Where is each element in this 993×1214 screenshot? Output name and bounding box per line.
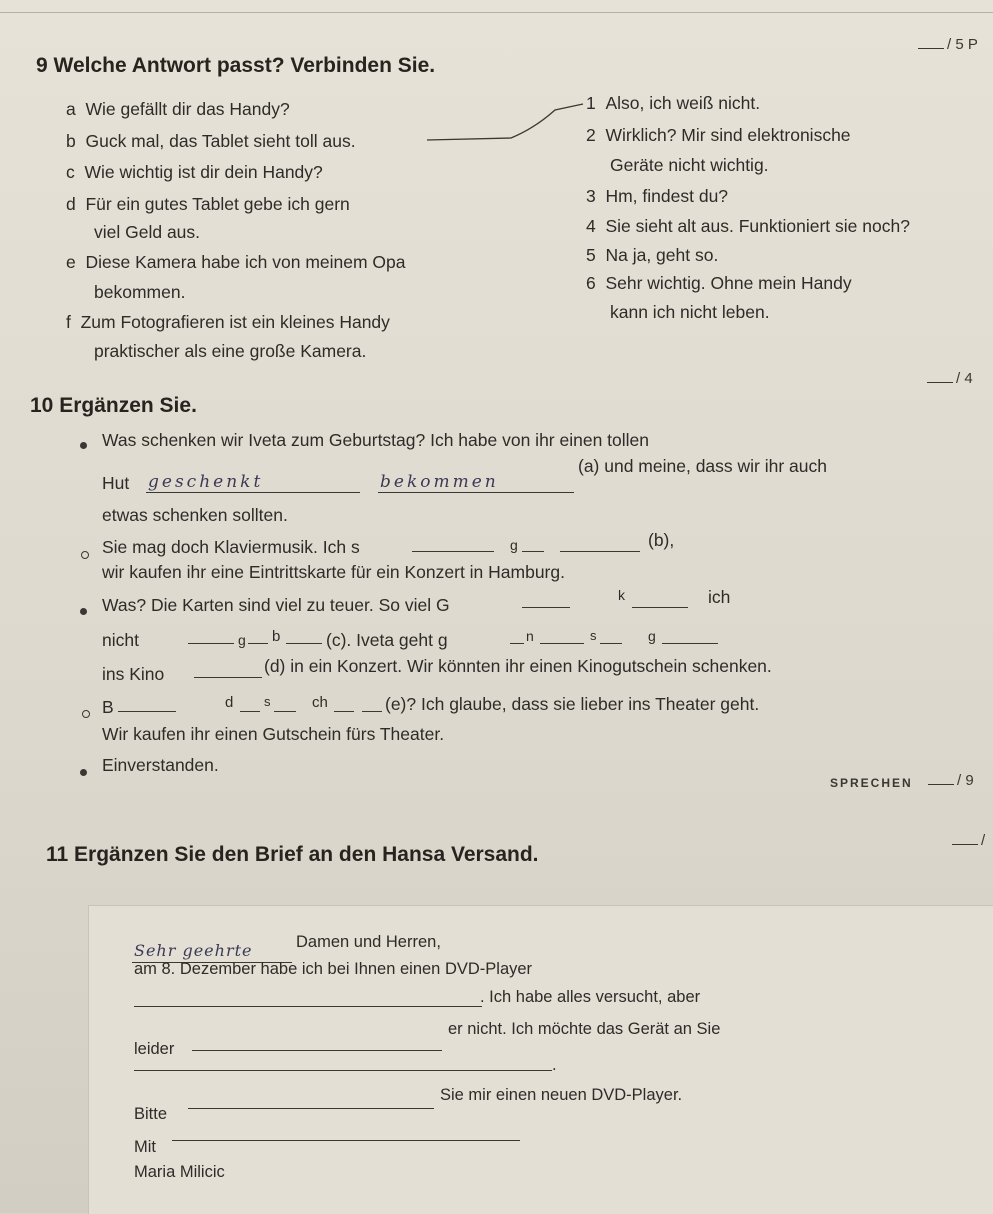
answer-text: Sehr wichtig. Ohne mein Handy <box>605 273 852 293</box>
ex9-answer-2 <box>586 125 851 146</box>
ex9-answer-2-line2: Geräte nicht wichtig. <box>610 155 769 175</box>
letter-line-2: am 8. Dezember habe ich bei Ihnen einen DVD-Player <box>134 960 533 978</box>
item-letter: d <box>66 194 76 214</box>
ex10-line-1: Was schenken wir Iveta zum Geburtstag? Ich habe von ihr einen tollen <box>102 430 650 450</box>
sprechen-score <box>928 772 974 789</box>
blank-line <box>146 492 360 493</box>
ex10-line-7a: nicht <box>102 630 139 650</box>
ex10-letter-b: b <box>272 628 281 645</box>
ex10-line-7c: (c). Iveta geht g <box>326 630 448 650</box>
blank-line <box>362 711 382 712</box>
ex9-score-text: / 5 P <box>947 36 978 53</box>
ex10-letter-s: s <box>590 628 597 643</box>
item-text: Diese Kamera habe ich von meinem Opa <box>85 252 406 272</box>
ex11-score-text: / <box>981 832 986 849</box>
top-rule <box>0 12 993 13</box>
ex9-item-f <box>66 312 390 333</box>
answer-num: 6 <box>586 273 596 293</box>
sprechen-label: SPRECHEN <box>830 776 913 790</box>
ex10-score <box>927 370 973 387</box>
ex10-letter-n: n <box>526 628 534 644</box>
answer-num: 2 <box>586 125 596 145</box>
item-text: Zum Fotografieren ist ein kleines Handy <box>80 312 390 332</box>
answer-text: Na ja, geht so. <box>605 245 719 265</box>
ex10-line-6b: ich <box>708 587 731 607</box>
speaker-bullet-filled <box>80 764 87 782</box>
blank-line <box>134 1070 552 1071</box>
blank-line <box>632 607 688 608</box>
item-letter: c <box>66 162 75 182</box>
ex9-answer-6 <box>586 273 852 294</box>
blank-line <box>600 643 622 644</box>
blank-line <box>662 643 718 644</box>
ex10-letter-g: g <box>238 632 246 648</box>
handwritten-answer-geschenkt: geschenkt <box>148 472 264 492</box>
ex10-line-9b: (e)? Ich glaube, dass sie lieber ins Theater geht. <box>385 694 760 714</box>
connection-line-b-1 <box>425 98 585 148</box>
blank-line <box>522 607 570 608</box>
ex9-item-c <box>66 162 323 183</box>
ex9-answer-4 <box>586 216 910 237</box>
ex10-letter-ch: ch <box>312 694 328 711</box>
score-line <box>952 844 978 845</box>
blank-line <box>334 711 354 712</box>
blank-line <box>274 711 296 712</box>
letter-line-7: Mit <box>134 1138 156 1156</box>
blank-line <box>522 551 544 552</box>
item-letter: e <box>66 252 76 272</box>
ex10-line-5: wir kaufen ihr eine Eintrittskarte für ein Konzert in Hamburg. <box>102 562 565 582</box>
ex9-answer-3 <box>586 186 728 207</box>
ex10-title: 10 Ergänzen Sie. <box>30 394 197 417</box>
blank-line <box>510 643 524 644</box>
ex10-letter-s: s <box>264 694 271 709</box>
ex10-line-6a: Was? Die Karten sind viel zu teuer. So viel G <box>102 595 450 615</box>
ex10-letter-d: d <box>225 694 234 711</box>
ex10-line-4b: (b), <box>648 530 675 550</box>
ex10-letter-k: k <box>618 587 625 603</box>
ex9-answer-1 <box>586 93 760 114</box>
handwritten-answer-bekommen: bekommen <box>380 472 499 492</box>
answer-num: 1 <box>586 93 596 113</box>
answer-num: 4 <box>586 216 596 236</box>
blank-line <box>118 711 176 712</box>
ex10-line-2a: Hut <box>102 473 130 493</box>
item-letter: f <box>66 312 71 332</box>
letter-line-5: . <box>552 1056 557 1074</box>
answer-num: 3 <box>586 186 596 206</box>
ex9-item-a <box>66 99 290 120</box>
score-line <box>918 48 944 49</box>
ex10-letter-B: B <box>102 697 114 717</box>
item-letter: b <box>66 131 76 151</box>
blank-line <box>560 551 640 552</box>
ex10-score-text: / 4 <box>956 370 973 387</box>
blank-line <box>378 492 574 493</box>
ex9-score <box>918 36 978 53</box>
ex9-item-f-line2: praktischer als eine große Kamera. <box>94 341 367 361</box>
letter-line-4a: leider <box>134 1040 175 1058</box>
ex9-answer-6-line2: kann ich nicht leben. <box>610 302 770 322</box>
letter-line-6a: Bitte <box>134 1105 168 1123</box>
item-text: Wie gefällt dir das Handy? <box>85 99 290 119</box>
ex9-item-d-line2: viel Geld aus. <box>94 222 201 242</box>
blank-line <box>412 551 494 552</box>
letter-line-6b: Sie mir einen neuen DVD-Player. <box>440 1086 683 1104</box>
letter-line-3: . Ich habe alles versucht, aber <box>480 988 701 1006</box>
ex9-item-d <box>66 194 350 215</box>
item-text: Guck mal, das Tablet sieht toll aus. <box>85 131 356 151</box>
answer-text: Also, ich weiß nicht. <box>605 93 761 113</box>
answer-text: Hm, findest du? <box>605 186 729 206</box>
ex10-line-3: etwas schenken sollten. <box>102 505 288 525</box>
ex11-title: 11 Ergänzen Sie den Brief an den Hansa Versand. <box>46 843 539 866</box>
answer-text: Wirklich? Mir sind elektronische <box>605 125 851 145</box>
letter-line-4b: er nicht. Ich möchte das Gerät an Sie <box>448 1020 721 1038</box>
ex10-line-2b: (a) und meine, dass wir ihr auch <box>578 456 827 476</box>
ex10-letter-g: g <box>648 628 656 644</box>
blank-line <box>286 643 322 644</box>
blank-line <box>188 1108 434 1109</box>
ex9-item-b <box>66 131 356 152</box>
ex9-item-e-line2: bekommen. <box>94 282 186 302</box>
ex10-line-4a: Sie mag doch Klaviermusik. Ich s <box>102 537 360 557</box>
ex10-line-8a: ins Kino <box>102 664 165 684</box>
blank-line <box>540 643 584 644</box>
blank-line <box>172 1140 520 1141</box>
speaker-bullet-filled <box>80 603 87 621</box>
handwritten-greeting: Sehr geehrte <box>134 941 253 960</box>
item-text: Für ein gutes Tablet gebe ich gern <box>85 194 350 214</box>
letter-signature: Maria Milicic <box>134 1163 225 1181</box>
ex10-line-11: Einverstanden. <box>102 755 219 775</box>
ex10-letter-g: g <box>510 537 518 553</box>
answer-text: Sie sieht alt aus. Funktioniert sie noch? <box>605 216 910 236</box>
item-text: Wie wichtig ist dir dein Handy? <box>84 162 323 182</box>
blank-line <box>188 643 234 644</box>
blank-line <box>248 643 268 644</box>
score-line <box>928 784 954 785</box>
blank-line <box>194 677 262 678</box>
blank-line <box>192 1050 442 1051</box>
sprechen-score-text: / 9 <box>957 772 974 789</box>
answer-num: 5 <box>586 245 596 265</box>
ex9-title: 9 Welche Antwort passt? Verbinden Sie. <box>36 54 436 77</box>
blank-line <box>240 711 260 712</box>
speaker-bullet-filled <box>80 437 87 455</box>
ex10-line-10: Wir kaufen ihr einen Gutschein fürs Theater. <box>102 724 445 744</box>
ex9-answer-5 <box>586 245 718 266</box>
blank-line <box>134 1006 482 1007</box>
ex11-score <box>952 832 985 849</box>
item-letter: a <box>66 99 76 119</box>
ex10-line-8b: (d) in ein Konzert. Wir könnten ihr einen Kinogutschein schenken. <box>264 656 772 676</box>
speaker-bullet-open <box>81 546 89 564</box>
letter-greeting-rest: Damen und Herren, <box>296 933 441 951</box>
score-line <box>927 382 953 383</box>
speaker-bullet-open <box>82 705 90 723</box>
ex9-item-e <box>66 252 406 273</box>
